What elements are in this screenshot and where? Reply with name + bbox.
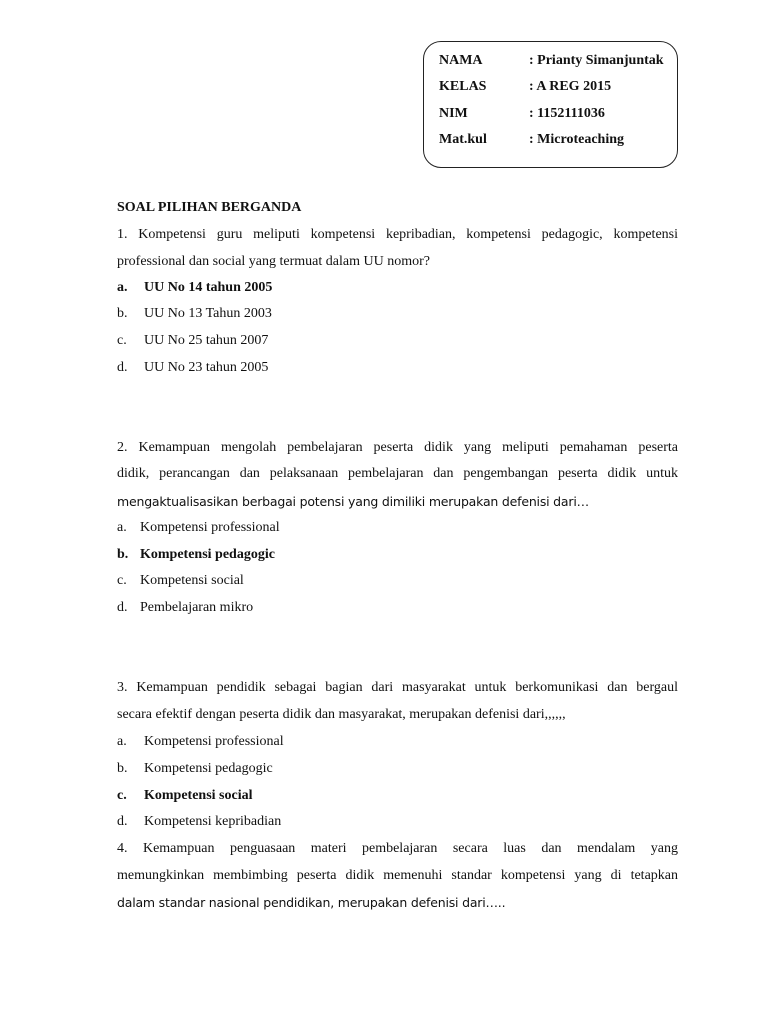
option-text: Pembelajaran mikro (140, 600, 254, 615)
info-row-matkul (439, 132, 624, 148)
option-letter: a. (117, 734, 127, 749)
option-text: UU No 25 tahun 2007 (144, 333, 269, 348)
question-4-line-2: memungkinkan membimbing peserta didik memenuhi standar kompetensi yang di tetapkan (117, 868, 678, 883)
question-2-option-c (117, 573, 244, 589)
question-1-line-2: professional dan social yang termuat dalam UU nomor? (117, 254, 430, 269)
question-2-option-a (117, 520, 280, 536)
question-3-line-2: secara efektif dengan peserta didik dan masyarakat, merupakan defenisi dari,,,,,, (117, 707, 566, 722)
student-info-box (423, 41, 678, 168)
question-2-option-b (117, 547, 275, 563)
option-letter: c. (117, 333, 127, 348)
question-4-line-3: dalam standar nasional pendidikan, merupakan defenisi dari….. (117, 895, 506, 910)
info-key: NIM (439, 106, 468, 121)
info-key: Mat.kul (439, 132, 487, 147)
option-letter: d. (117, 600, 128, 615)
question-2-line-3: mengaktualisasikan berbagai potensi yang dimiliki merupakan defenisi dari… (117, 494, 589, 509)
option-text: UU No 23 tahun 2005 (144, 360, 269, 375)
option-text: Kompetensi kepribadian (144, 814, 282, 829)
option-letter: c. (117, 788, 127, 803)
question-1-option-d (117, 360, 268, 376)
info-key: KELAS (439, 79, 487, 94)
option-text: Kompetensi social (144, 788, 253, 803)
option-letter: d. (117, 360, 128, 375)
option-text: Kompetensi social (140, 573, 244, 588)
option-letter: b. (117, 761, 128, 776)
question-3-option-b (117, 761, 273, 777)
option-text: Kompetensi pedagogic (144, 761, 273, 776)
option-letter: b. (117, 306, 128, 321)
info-row-kelas (439, 79, 611, 95)
info-value: : Microteaching (529, 132, 624, 147)
info-value: : Prianty Simanjuntak (529, 53, 664, 68)
question-2-option-d (117, 600, 253, 616)
option-letter: b. (117, 547, 129, 562)
question-2-line-1: 2. Kemampuan mengolah pembelajaran peserta didik yang meliputi pemahaman peserta (117, 440, 678, 455)
option-text: Kompetensi professional (140, 520, 280, 535)
option-text: Kompetensi professional (144, 734, 284, 749)
question-2-line-2: didik, perancangan dan pelaksanaan pembelajaran dan pengembangan peserta didik untuk (117, 466, 678, 481)
option-text: Kompetensi pedagogic (140, 547, 275, 562)
info-value: : A REG 2015 (529, 79, 612, 94)
option-text: UU No 14 tahun 2005 (144, 280, 273, 295)
question-3-option-a (117, 734, 284, 750)
question-3-option-c (117, 788, 253, 804)
question-3-line-1: 3. Kemampuan pendidik sebagai bagian dari masyarakat untuk berkomunikasi dan bergaul (117, 680, 678, 695)
question-1-option-a (117, 280, 272, 296)
info-row-nama (439, 53, 664, 69)
question-1-line-1: 1. Kompetensi guru meliputi kompetensi kepribadian, kompetensi pedagogic, kompetensi (117, 227, 678, 242)
question-1-option-c (117, 333, 268, 349)
info-row-nim (439, 106, 605, 122)
section-title: SOAL PILIHAN BERGANDA (117, 200, 302, 215)
option-letter: c. (117, 573, 127, 588)
question-3-option-d (117, 814, 281, 830)
question-1-option-b (117, 306, 272, 322)
info-value: : 1152111036 (529, 106, 605, 121)
option-letter: d. (117, 814, 128, 829)
option-letter: a. (117, 280, 128, 295)
question-4-line-1: 4. Kemampuan penguasaan materi pembelajaran secara luas dan mendalam yang (117, 841, 678, 856)
option-letter: a. (117, 520, 127, 535)
info-key: NAMA (439, 53, 483, 68)
option-text: UU No 13 Tahun 2003 (144, 306, 272, 321)
